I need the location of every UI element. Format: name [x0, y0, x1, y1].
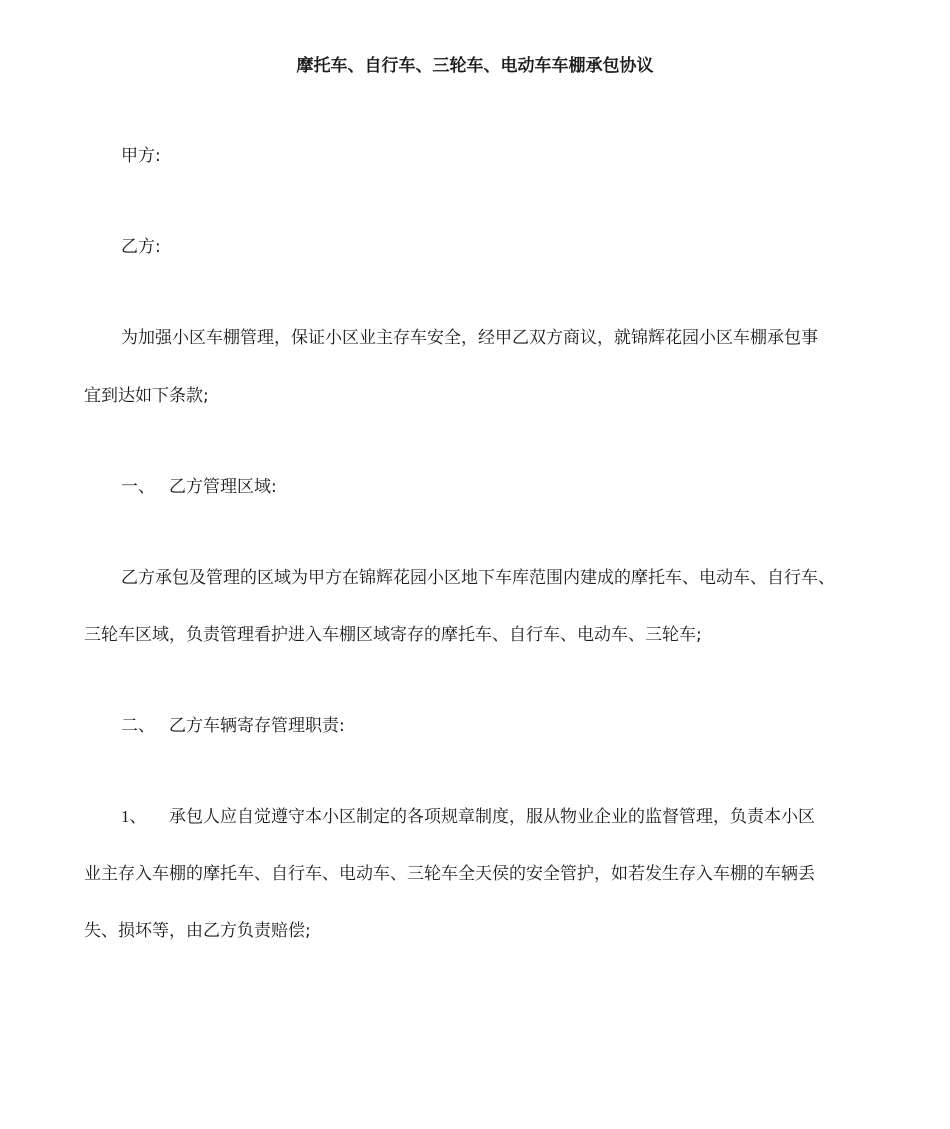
document-title: 摩托车、自行车、三轮车、电动车车棚承包协议	[296, 56, 654, 76]
section-2-item-1-line-3: 失、损坏等，由乙方负责赔偿;	[84, 921, 311, 941]
section-1-heading: 乙方管理区域:	[169, 477, 277, 497]
section-2-item-1-row	[121, 805, 815, 829]
section-1-body-line-2: 三轮车区域，负责管理看护进入车棚区域寄存的摩托车、自行车、电动车、三轮车;	[84, 625, 702, 645]
section-1-heading-row	[121, 475, 277, 499]
section-2-heading-row	[121, 714, 345, 738]
section-2-number: 二、	[121, 716, 155, 736]
party-a-label: 甲方:	[121, 146, 161, 166]
section-2-heading: 乙方车辆寄存管理职责:	[169, 716, 345, 736]
section-1-number: 一、	[121, 477, 155, 497]
intro-line-2: 宜到达如下条款;	[84, 386, 209, 406]
party-b-label: 乙方:	[121, 237, 161, 257]
section-2-item-1-line-2: 业主存入车棚的摩托车、自行车、电动车、三轮车全天侯的安全管护，如若发生存入车棚的车辆丢	[84, 864, 815, 884]
intro-line-1: 为加强小区车棚管理，保证小区业主存车安全，经甲乙双方商议，就锦辉花园小区车棚承包事	[121, 328, 818, 348]
section-1-body-line-1: 乙方承包及管理的区域为甲方在锦辉花园小区地下车库范围内建成的摩托车、电动车、自行车、	[121, 568, 835, 588]
section-2-item-1-number: 1、	[121, 807, 147, 826]
section-2-item-1-line-1: 承包人应自觉遵守本小区制定的各项规章制度，服从物业企业的监督管理，负责本小区	[169, 807, 815, 827]
